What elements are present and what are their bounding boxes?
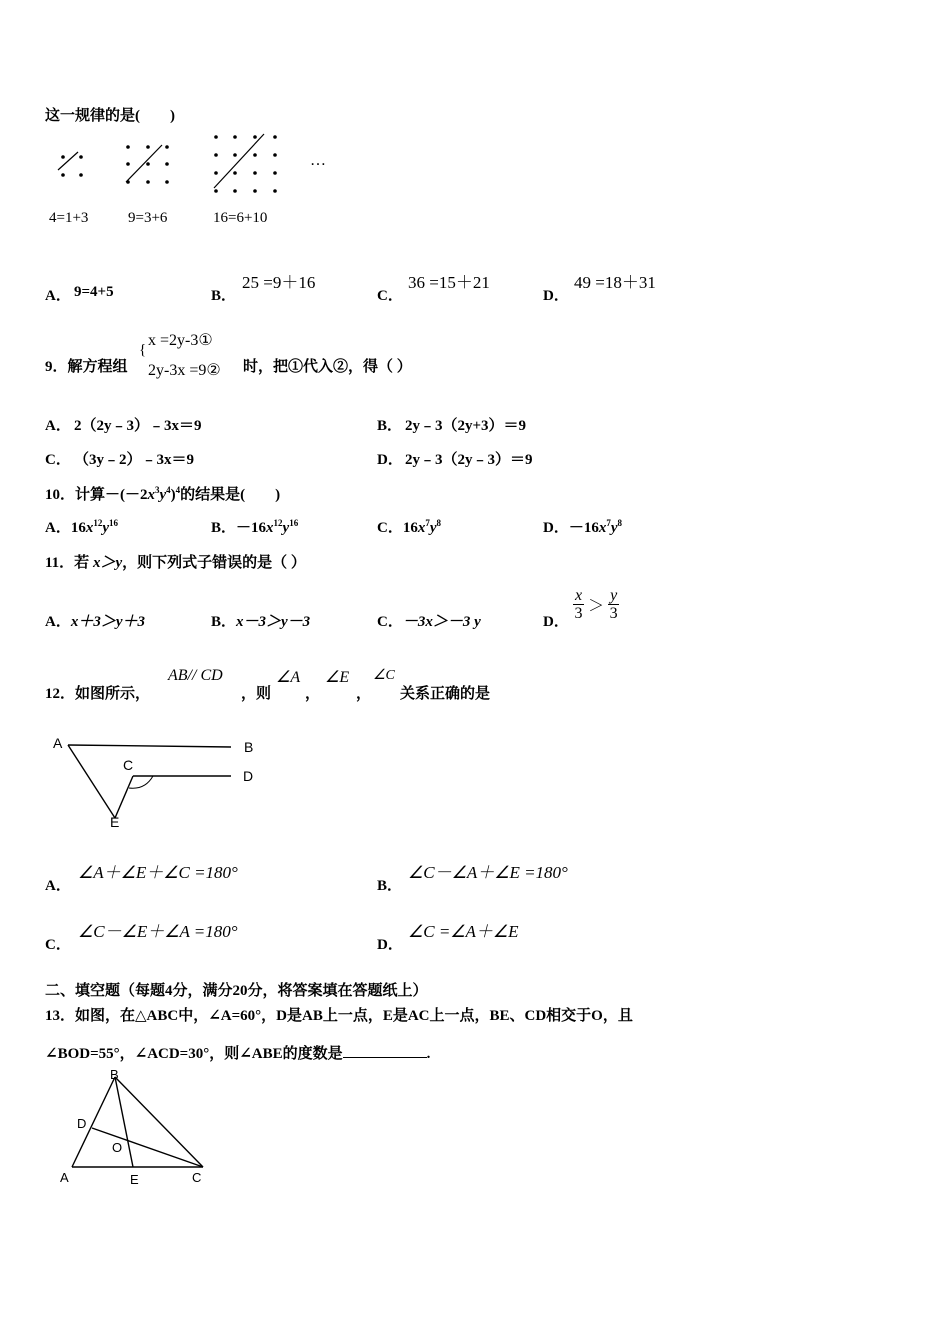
q11-option-d-math: $\frac{x}{3}$ ＞ $\frac{y}{3}$ — [574, 587, 618, 622]
q8-option-c-label: C． — [377, 288, 403, 304]
q9-option-c-label: C． — [45, 452, 71, 468]
q10-option-a: A．$16x^{12}y^{16}$ — [45, 518, 119, 536]
q12-option-b-text: ∠C－∠A＋∠E =180° — [408, 863, 568, 882]
q12-angle-c: ∠C — [373, 668, 395, 683]
q12-label-d: D — [243, 768, 254, 784]
q9-option-c-text: （3y﹣2）﹣3x＝9 — [74, 452, 195, 468]
q13-line-1: 13．如图，在△ABC中，∠A=60°，D是AB上一点，E是AC上一点，BE、CD相交于O，且 — [45, 1008, 633, 1024]
dot-pattern-ellipsis: … — [310, 152, 326, 169]
q9-option-d-text: 2y﹣3（2y﹣3）＝9 — [405, 452, 533, 468]
q8-option-b-label: B． — [211, 288, 237, 304]
q12-parallel-lines-figure — [45, 732, 275, 832]
q13-label-a: A — [60, 1170, 69, 1185]
q10-stem: 10．计算$-(-2x^3y^4)^4$的结果是( ) — [45, 485, 281, 503]
q11-option-c: C．－3x＞－3 y — [377, 614, 481, 630]
q9-stem-post: 时，把①代入②，得（ ） — [243, 359, 412, 375]
q13-label-o: O — [112, 1140, 123, 1155]
q10-option-b: B．$-16x^{12}y^{16}$ — [211, 518, 299, 536]
q13-label-b: B — [110, 1067, 119, 1082]
q9-option-b-label: B． — [377, 418, 403, 434]
dot-pattern-3 — [214, 134, 277, 193]
dot-caption-2: 9=3+6 — [128, 210, 168, 226]
q9-option-d-label: D． — [377, 452, 403, 468]
q11-option-b: B．x－3＞y－3 — [211, 614, 311, 630]
q12-angle-a: ∠A — [276, 669, 301, 686]
q12-option-d-text: ∠C =∠A＋∠E — [408, 922, 519, 941]
q13-line-2: ∠BOD=55°，∠ACD=30°，则∠ABE的度数是 . — [45, 1042, 430, 1063]
q12-option-d-label: D． — [377, 937, 403, 953]
dot-caption-1: 4=1+3 — [49, 210, 89, 226]
q8-option-d-text: 49 =18＋31 — [574, 273, 656, 292]
q8-option-a-text: 9=4+5 — [74, 284, 114, 300]
q12-option-c-label: C． — [45, 937, 71, 953]
q9-equation-2: 2y-3x =9② — [148, 362, 221, 379]
q8-option-b-text: 25 =9＋16 — [242, 273, 316, 292]
q12-label-a: A — [53, 735, 63, 751]
intro-text: 这一规律的是( ) — [45, 108, 175, 124]
q12-parallel-expr: AB// CD — [168, 667, 223, 684]
q9-brace: { — [139, 342, 147, 358]
q8-option-c-text: 36 =15＋21 — [408, 273, 490, 292]
q9-option-a-label: A． — [45, 418, 71, 434]
q12-sep-1: ，则 — [241, 686, 272, 702]
q12-option-c-text: ∠C－∠E＋∠A =180° — [78, 922, 238, 941]
q8-option-d-label: D． — [543, 288, 569, 304]
q11-option-a: A．x＋3＞y＋3 — [45, 614, 146, 630]
q11-option-d-label: D． — [543, 614, 569, 630]
q12-sep-3: ， — [356, 686, 372, 702]
q13-label-e: E — [130, 1172, 139, 1187]
q12-stem-pre: 12．如图所示， — [45, 686, 151, 702]
q9-equation-1: x =2y-3① — [148, 332, 213, 349]
q12-label-e: E — [110, 814, 120, 830]
q12-stem-post: 关系正确的是 — [400, 686, 491, 702]
q12-option-a-text: ∠A＋∠E＋∠C =180° — [78, 863, 238, 882]
q9-option-b-text: 2y﹣3（2y+3）＝9 — [405, 418, 527, 434]
q12-option-a-label: A． — [45, 878, 71, 894]
q10-option-d: D．$-16x^7y^8$ — [543, 518, 623, 536]
q10-option-c: C．$16x^7y^8$ — [377, 518, 442, 536]
q12-option-b-label: B． — [377, 878, 403, 894]
q11-stem: 11．若 x＞y，则下列式子错误的是（ ） — [45, 555, 306, 571]
q12-label-b: B — [244, 739, 254, 755]
dot-caption-3: 16=6+10 — [213, 210, 268, 226]
q13-label-c: C — [192, 1170, 202, 1185]
q9-stem-pre: 9．解方程组 — [45, 359, 128, 375]
q12-label-c: C — [123, 757, 134, 773]
fraction-y-over-3: $\frac{y}{3}$ — [609, 587, 618, 622]
q13-answer-blank[interactable] — [343, 1043, 427, 1058]
q8-option-a-label: A． — [45, 288, 71, 304]
section-2-title: 二、填空题（每题4分，满分20分，将答案填在答题纸上） — [45, 983, 428, 999]
q9-option-a-text: 2（2y﹣3）﹣3x＝9 — [74, 418, 202, 434]
dot-pattern-1 — [58, 152, 83, 177]
dot-pattern-2 — [126, 145, 169, 184]
q12-angle-e: ∠E — [325, 669, 350, 686]
q13-label-d: D — [77, 1116, 87, 1131]
fraction-x-over-3: $\frac{x}{3}$ — [574, 587, 583, 622]
q12-sep-2: ， — [305, 686, 321, 702]
